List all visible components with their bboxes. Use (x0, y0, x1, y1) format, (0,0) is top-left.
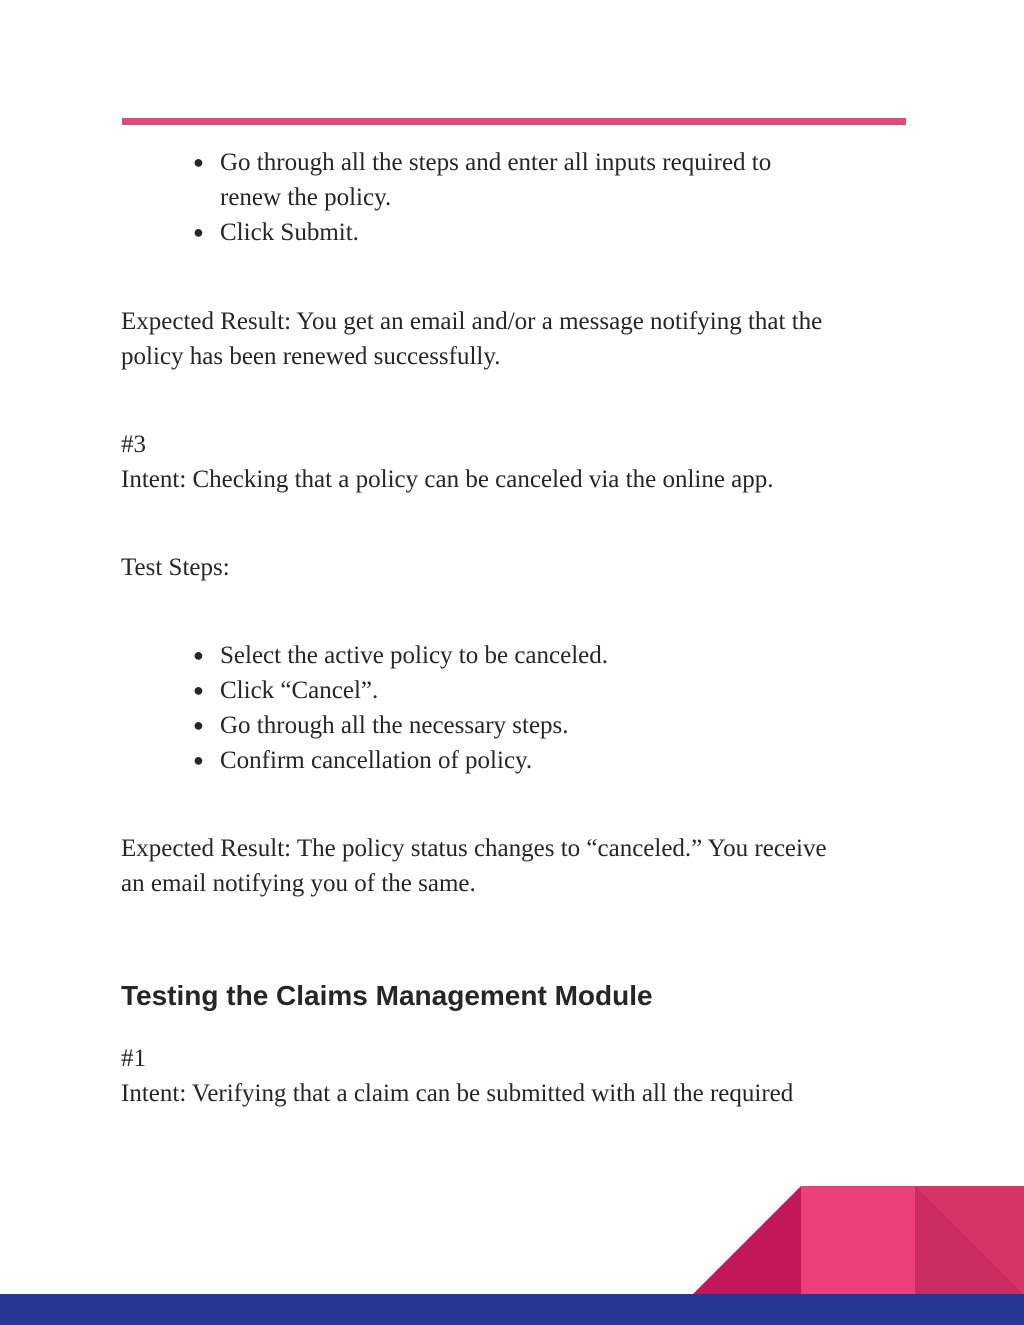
case-intent: Intent: Checking that a policy can be canceled via the online app. (121, 466, 774, 493)
bullet-icon: ● (193, 222, 204, 242)
text-line: an email notifying you of the same. (121, 870, 476, 897)
list-item-text: Go through all the steps and enter all inputs required to (220, 149, 772, 176)
test-steps-label: Test Steps: (121, 554, 230, 581)
case-number: #1 (121, 1045, 146, 1072)
list-item-text: Click Submit. (220, 219, 359, 246)
bullet-icon: ● (193, 152, 204, 172)
list-item-text: Go through all the necessary steps. (220, 712, 569, 739)
list-item-text: renew the policy. (220, 184, 392, 211)
text-line: #3 (121, 431, 146, 458)
case-intent: Intent: Verifying that a claim can be submitted with all the required (121, 1080, 794, 1107)
list-item-text: Click “Cancel”. (220, 677, 379, 704)
text-line: Expected Result: The policy status changes to “canceled.” You receive (121, 835, 827, 862)
text-line: policy has been renewed successfully. (121, 343, 501, 370)
bullet-icon: ● (193, 750, 204, 770)
bullet-icon: ● (193, 645, 204, 665)
text-line: Expected Result: You get an email and/or a message notifying that the (121, 308, 823, 335)
corner-shape-dark (692, 1186, 801, 1295)
corner-shape-mid (801, 1186, 915, 1295)
list-item-text: Select the active policy to be canceled. (220, 642, 609, 669)
footer-band (0, 1294, 1024, 1325)
bullet-icon: ● (193, 715, 204, 735)
bullet-icon: ● (193, 680, 204, 700)
section-heading: Testing the Claims Management Module (121, 980, 653, 1011)
list-item-text: Confirm cancellation of policy. (220, 747, 533, 774)
